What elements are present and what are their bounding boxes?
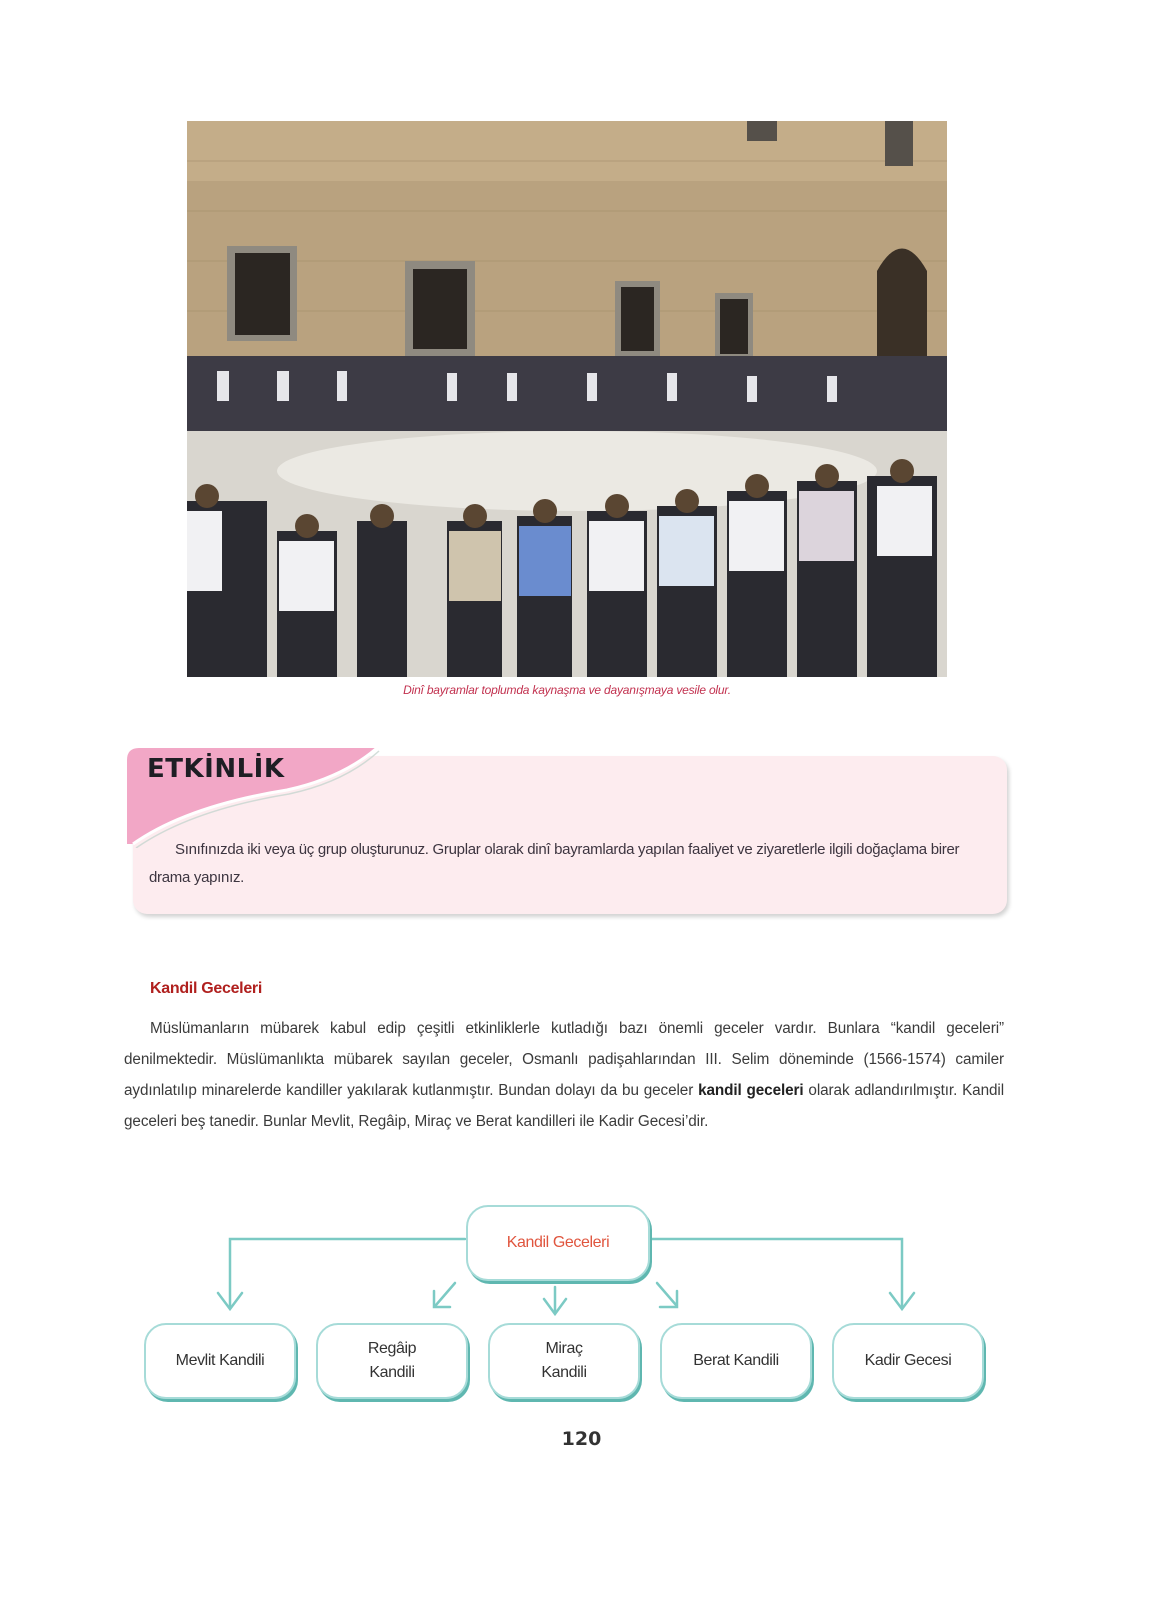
node-label: Regâip — [367, 1340, 417, 1357]
paragraph-text-end: olarak adlandırılmıştır. Kandil geceleri beş tanedir. Bunlar Mevlit, Regâip, Miraç ve Berat kandilleri ile Kadir Gecesi’dir. — [124, 1082, 1004, 1130]
node-label: Mevlit Kandili — [175, 1352, 265, 1369]
diagram-node-mevlit — [144, 1323, 296, 1399]
diagram-node-kadir — [832, 1323, 984, 1399]
paragraph-text: Müslümanların mübarek kabul edip çeşitli etkinliklerle kutladığı bazı önemli geceler vardır. Bunlara “kandil geceleri” denilmektedir. Müslümanlıkta mübarek sayılan geceler, Osmanlı padişahlarından III. Selim döneminde (1566-1574) camiler aydınlatılıp minarelerde kandiller yakılarak kutlanmıştır. Bundan dolayı da bu geceler — [124, 1020, 1004, 1099]
activity-box — [127, 748, 1007, 914]
diagram-node-berat — [660, 1323, 812, 1399]
paragraph-bold-term: kandil geceleri — [698, 1082, 804, 1099]
root-label: Kandil Geceleri — [506, 1234, 610, 1251]
mosque-courtyard-photo — [187, 121, 947, 677]
page-number: 120 — [561, 1428, 602, 1450]
section-title: Kandil Geceleri — [150, 980, 262, 997]
node-label: Miraç — [545, 1340, 583, 1357]
node-label-2: Kandili — [541, 1364, 587, 1381]
node-label: Berat Kandili — [693, 1352, 779, 1369]
photo-illustration — [187, 121, 947, 677]
diagram-root-node — [466, 1205, 650, 1281]
photo-caption: Dinî bayramlar toplumda kaynaşma ve dayanışmaya vesile olur. — [403, 683, 731, 697]
node-label-2: Kandili — [369, 1364, 415, 1381]
diagram-node-regaip — [316, 1323, 468, 1399]
section-paragraph — [124, 1013, 1004, 1137]
node-label: Kadir Gecesi — [864, 1352, 952, 1369]
activity-text: Sınıfınızda iki veya üç grup oluşturunuz. Gruplar olarak dinî bayramlarda yapılan faaliyet ve ziyaretlerle ilgili doğaçlama birer drama yapınız. — [149, 841, 960, 886]
diagram-node-mirac — [488, 1323, 640, 1399]
activity-title: ETKİNLİK — [147, 754, 285, 784]
kandil-diagram — [130, 1195, 1000, 1415]
